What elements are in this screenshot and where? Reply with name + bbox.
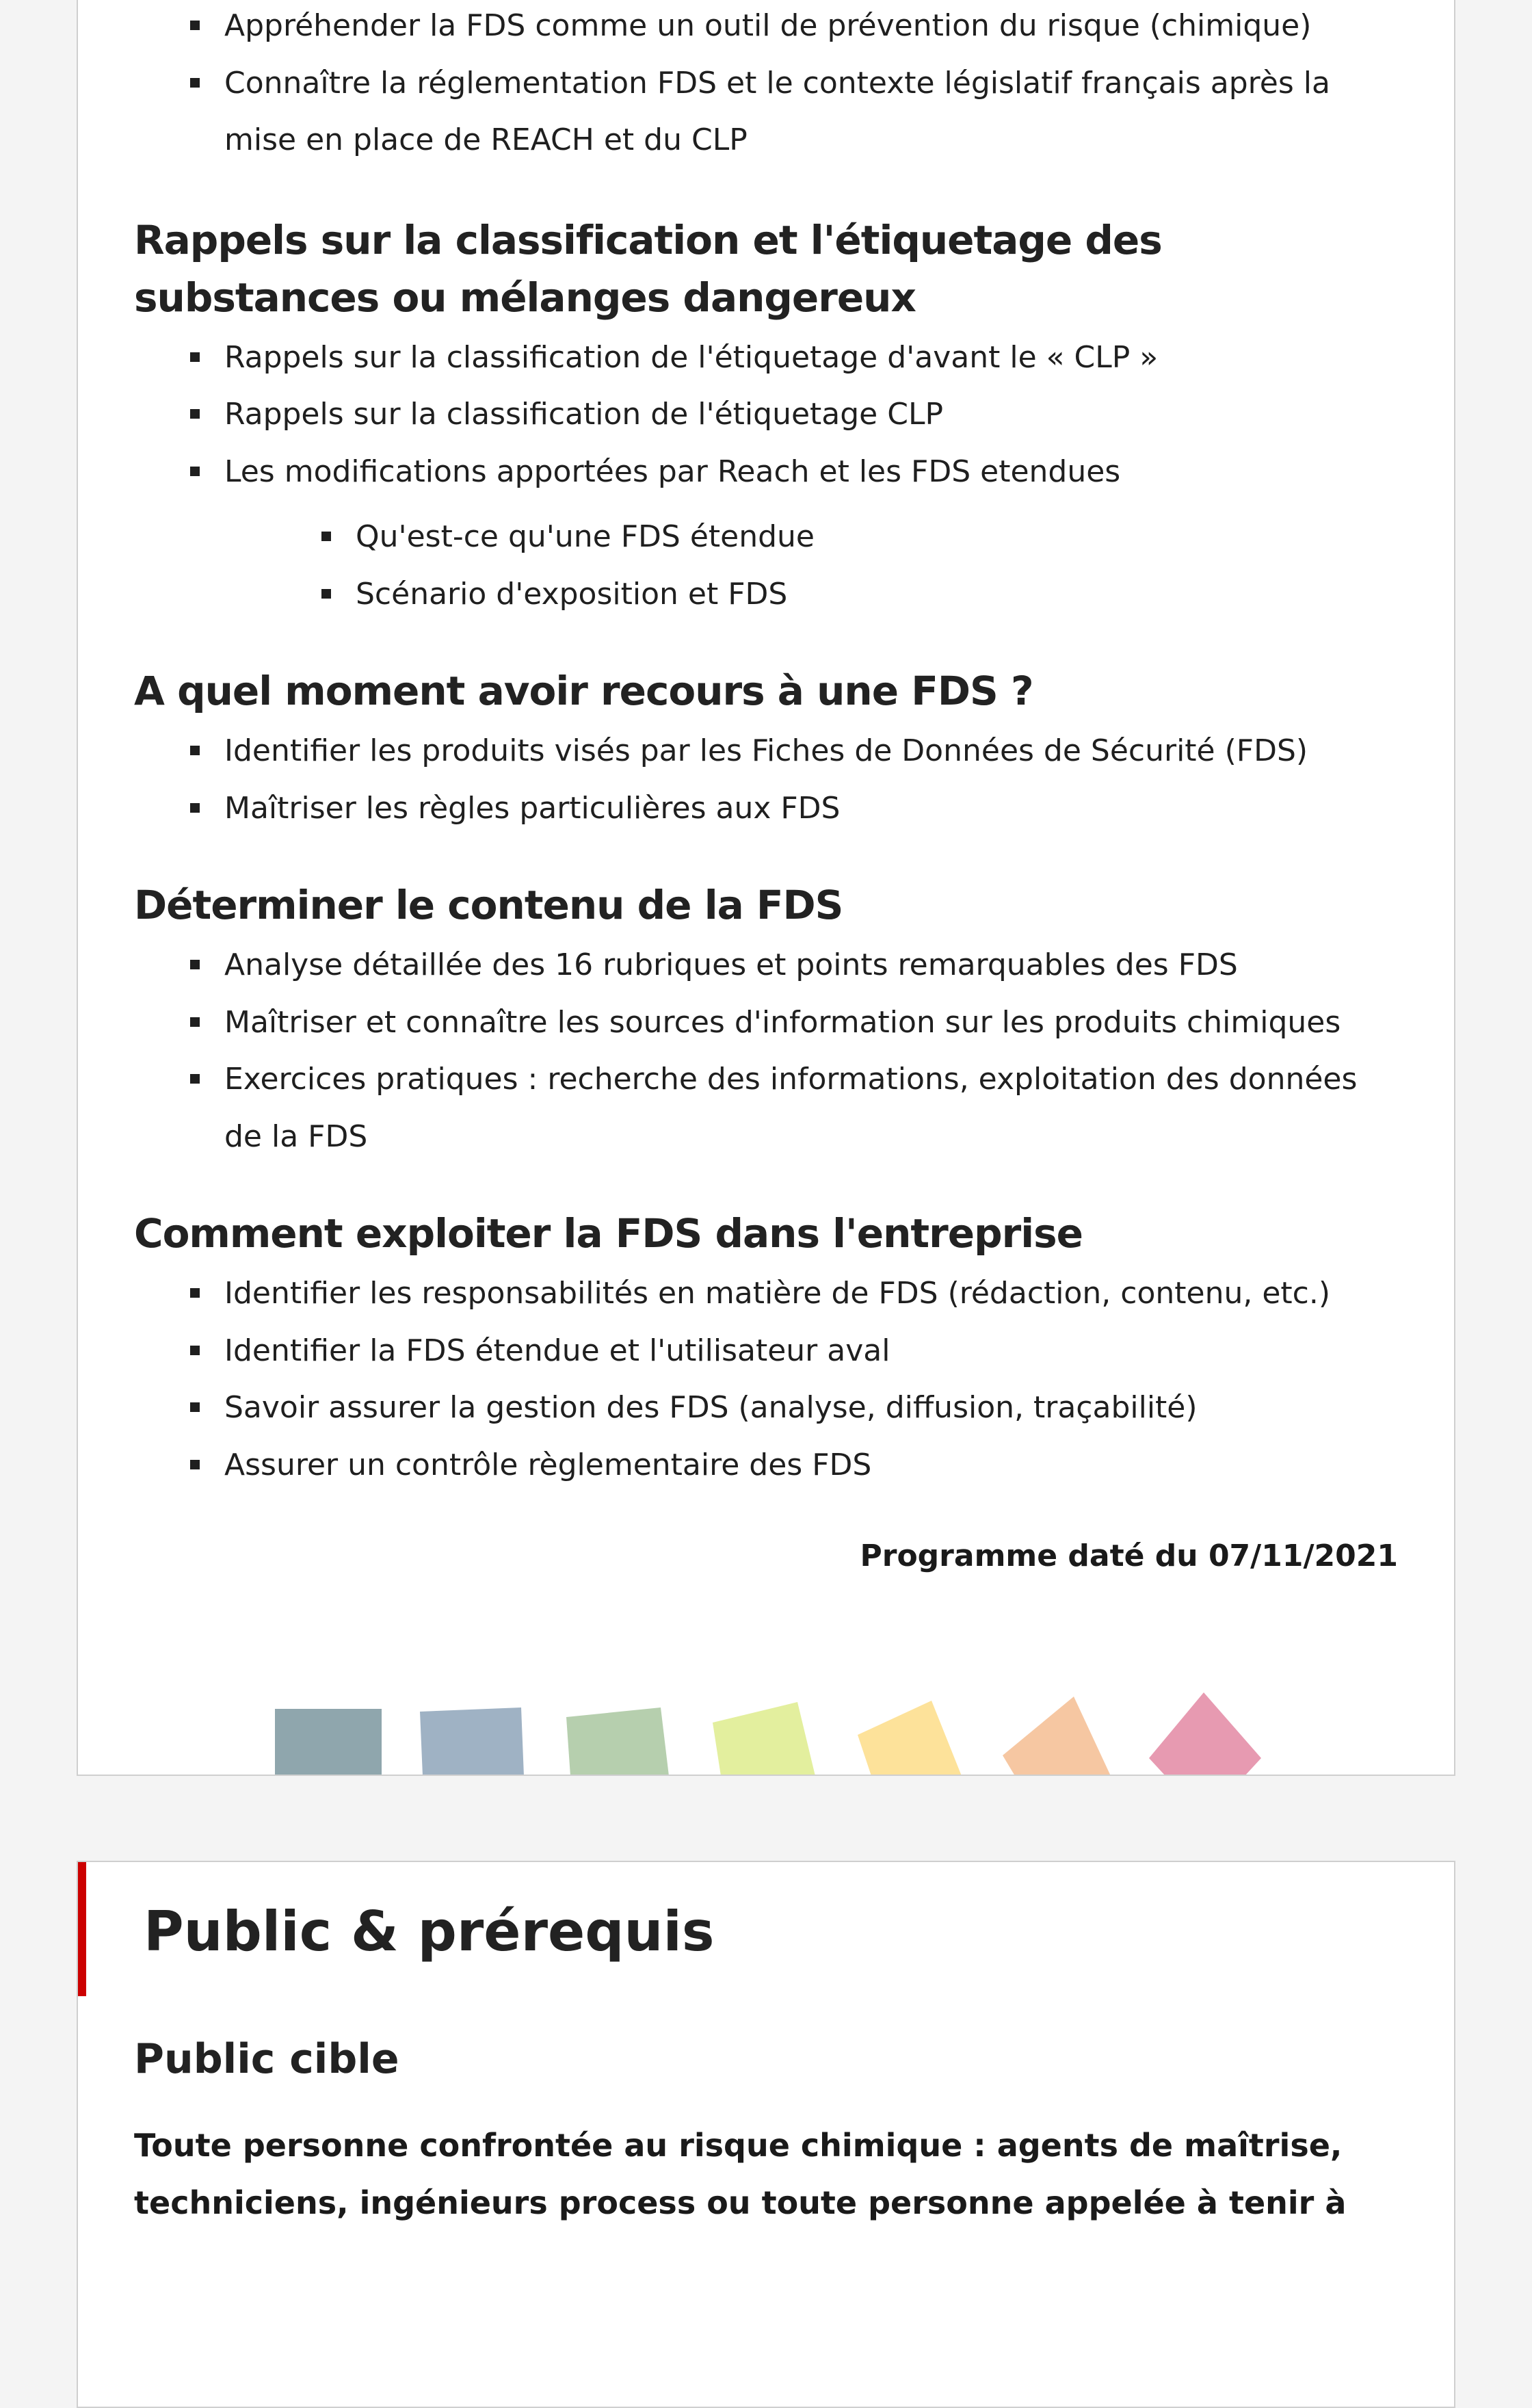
list-item: Maîtriser et connaître les sources d'information sur les produits chimiques <box>224 994 1398 1051</box>
list-item: Appréhender la FDS comme un outil de prévention du risque (chimique) <box>224 0 1398 55</box>
public-card <box>77 1861 1455 2408</box>
list-item: Identifier les produits visés par les Fiches de Données de Sécurité (FDS) <box>224 722 1398 780</box>
section-list <box>134 937 1398 1165</box>
decor-shape <box>858 1701 962 1776</box>
intro-list <box>134 0 1398 169</box>
decor-shape <box>566 1707 669 1776</box>
decor-shape <box>1149 1692 1261 1776</box>
sub-list-item: Qu'est-ce qu'une FDS étendue <box>356 508 1398 566</box>
section-list <box>134 1265 1398 1493</box>
programme-content <box>134 0 1398 1573</box>
list-item: Rappels sur la classification de l'étiquetage d'avant le « CLP » <box>224 329 1398 387</box>
section-list <box>134 329 1398 501</box>
section-heading: Public & prérequis <box>144 1900 715 1963</box>
list-item: Rappels sur la classification de l'étiquetage CLP <box>224 386 1398 443</box>
programme-date: Programme daté du 07/11/2021 <box>860 1539 1398 1573</box>
section-title: Déterminer le contenu de la FDS <box>134 882 843 928</box>
section-title: Comment exploiter la FDS dans l'entreprise <box>134 1210 1083 1257</box>
list-item: Analyse détaillée des 16 rubriques et points remarquables des FDS <box>224 937 1398 994</box>
decor-shape <box>275 1709 382 1776</box>
list-item: Les modifications apportées par Reach et les FDS etendues <box>224 443 1398 501</box>
list-item: Connaître la réglementation FDS et le contexte législatif français après la mise en place de REACH et du CLP <box>224 55 1398 169</box>
decor-shape <box>713 1702 815 1776</box>
sub-list-item: Scénario d'exposition et FDS <box>356 566 1398 623</box>
decor-shape <box>420 1707 524 1776</box>
list-item: Savoir assurer la gestion des FDS (analyse, diffusion, traçabilité) <box>224 1379 1398 1437</box>
list-item: Maîtriser les règles particulières aux FDS <box>224 780 1398 837</box>
list-item: Assurer un contrôle règlementaire des FDS <box>224 1437 1398 1494</box>
public-text: Toute personne confrontée au risque chimique : agents de maîtrise, techniciens, ingénieurs process ou toute personne appelée à tenir à <box>134 2127 1347 2221</box>
decor-shape <box>1003 1697 1111 1776</box>
section-title: Rappels sur la classification et l'étiquetage des substances ou mélanges dangereux <box>134 216 1162 321</box>
decorative-shapes <box>78 1687 1454 1769</box>
section-list <box>134 722 1398 837</box>
subsection-heading: Public cible <box>134 2035 399 2083</box>
accent-bar <box>78 1862 86 1996</box>
sub-list <box>134 508 1398 623</box>
section-title: A quel moment avoir recours à une FDS ? <box>134 668 1033 714</box>
decorative-shapes-svg <box>78 1687 1455 1776</box>
list-item: Identifier la FDS étendue et l'utilisateur aval <box>224 1322 1398 1380</box>
list-item: Exercices pratiques : recherche des informations, exploitation des données de la FDS <box>224 1051 1398 1165</box>
list-item: Identifier les responsabilités en matière de FDS (rédaction, contenu, etc.) <box>224 1265 1398 1322</box>
programme-card <box>77 0 1455 1776</box>
